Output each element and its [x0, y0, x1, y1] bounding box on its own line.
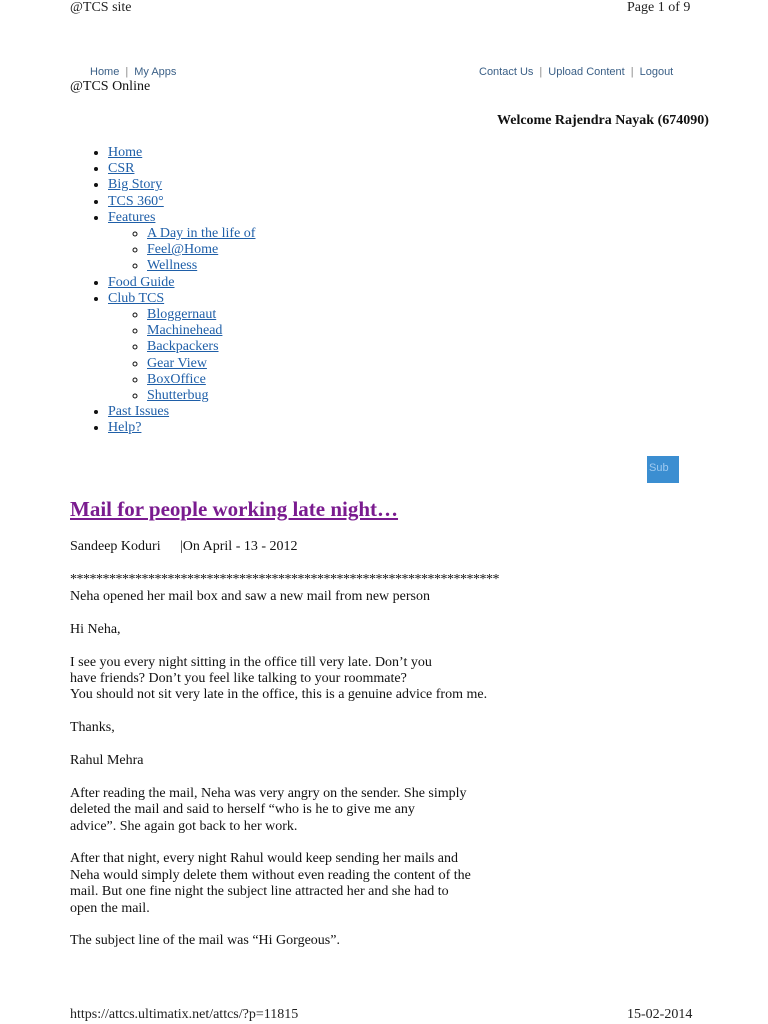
submenu-item	[147, 323, 255, 339]
nav-link-csr[interactable]: CSR	[108, 161, 135, 177]
article-paragraph: Rahul Mehra	[70, 753, 144, 768]
features-submenu	[108, 226, 255, 275]
nav-item-home	[108, 145, 255, 161]
submenu-item	[147, 242, 255, 258]
main-navigation	[88, 145, 255, 437]
submenu-item	[147, 226, 255, 242]
nav-link-home[interactable]: Home	[108, 145, 143, 160]
nav-link-tcs-360[interactable]: TCS 360°	[108, 193, 164, 209]
nav-item-csr	[108, 161, 255, 177]
separator: |	[630, 66, 634, 78]
nav-item-food-guide	[108, 275, 255, 291]
article-paragraph: After that night, every night Rahul would keep sending her mails and Neha would simply delete them without even reading the content of the mail. But one fine night the subject line attracted her and she had to open the mail.	[70, 851, 471, 916]
nav-link-gear-view[interactable]: Gear View	[147, 355, 207, 371]
article-paragraph: Neha opened her mail box and saw a new mail from new person	[70, 589, 430, 604]
article-title[interactable]: Mail for people working late night…	[70, 497, 399, 521]
contact-us-link[interactable]: Contact Us	[479, 66, 534, 78]
search-submit-button[interactable]	[647, 456, 679, 483]
nav-link-a-day-in-the-life-of[interactable]: A Day in the life of	[147, 226, 256, 242]
nav-link-boxoffice[interactable]: BoxOffice	[147, 371, 206, 387]
print-footer-date: 15-02-2014	[627, 1007, 693, 1022]
article-paragraph: I see you every night sitting in the office till very late. Don’t you have friends? Don’t you feel like talking to your roommate? You should not sit very late in the office, this is a genuine advice from me.	[70, 654, 488, 703]
nav-link-help[interactable]: Help?	[108, 420, 142, 436]
submenu-item	[147, 372, 255, 388]
nav-link-shutterbug[interactable]: Shutterbug	[147, 388, 209, 404]
submenu-item	[147, 356, 255, 372]
article-paragraph: Hi Neha,	[70, 621, 121, 637]
nav-link-machinehead[interactable]: Machinehead	[147, 323, 223, 339]
nav-link-wellness[interactable]: Wellness	[147, 258, 198, 274]
submenu-item	[147, 339, 255, 355]
article-divider: ******************************************************************	[70, 572, 499, 587]
nav-link-backpackers[interactable]: Backpackers	[147, 339, 219, 355]
article-paragraph: Thanks,	[70, 720, 115, 736]
print-header-page-number: Page 1 of 9	[627, 0, 691, 15]
nav-link-past-issues[interactable]: Past Issues	[108, 404, 170, 420]
article-body	[70, 589, 487, 966]
nav-item-club-tcs	[108, 291, 255, 404]
club-tcs-submenu	[108, 307, 255, 404]
top-left-links	[90, 66, 176, 78]
nav-item-big-story	[108, 177, 255, 193]
separator: |	[539, 66, 543, 78]
home-link[interactable]: Home	[90, 66, 120, 78]
submenu-item	[147, 388, 255, 404]
nav-item-tcs-360	[108, 194, 255, 210]
print-header-site: @TCS site	[70, 0, 132, 15]
print-footer-url: https://attcs.ultimatix.net/attcs/?p=11815	[70, 1007, 299, 1022]
nav-link-features[interactable]: Features	[108, 209, 156, 225]
article-paragraph: The subject line of the mail was “Hi Gorgeous”.	[70, 933, 340, 949]
nav-link-food-guide[interactable]: Food Guide	[108, 274, 175, 290]
article-paragraph: After reading the mail, Neha was very angry on the sender. She simply deleted the mail and said to herself “who is he to give me any advice”. She again got back to her work.	[70, 785, 467, 834]
submenu-item	[147, 307, 255, 323]
my-apps-link[interactable]: My Apps	[134, 66, 177, 78]
article-date: |On April - 13 - 2012	[180, 539, 298, 554]
nav-item-past-issues	[108, 404, 255, 420]
nav-link-bloggernaut[interactable]: Bloggernaut	[147, 307, 217, 323]
upload-content-link[interactable]: Upload Content	[548, 66, 625, 78]
nav-link-big-story[interactable]: Big Story	[108, 177, 163, 193]
nav-item-features	[108, 210, 255, 275]
search-submit-label: Sub	[649, 462, 669, 474]
welcome-message: Welcome Rajendra Nayak (674090)	[497, 113, 709, 128]
separator: |	[125, 66, 129, 78]
top-right-links	[479, 66, 673, 78]
nav-item-help	[108, 420, 255, 436]
logout-link[interactable]: Logout	[639, 66, 674, 78]
nav-link-feel-at-home[interactable]: Feel@Home	[147, 242, 219, 258]
site-name: @TCS Online	[70, 79, 151, 94]
article-author: Sandeep Koduri	[70, 539, 161, 554]
nav-link-club-tcs[interactable]: Club TCS	[108, 290, 165, 306]
submenu-item	[147, 258, 255, 274]
